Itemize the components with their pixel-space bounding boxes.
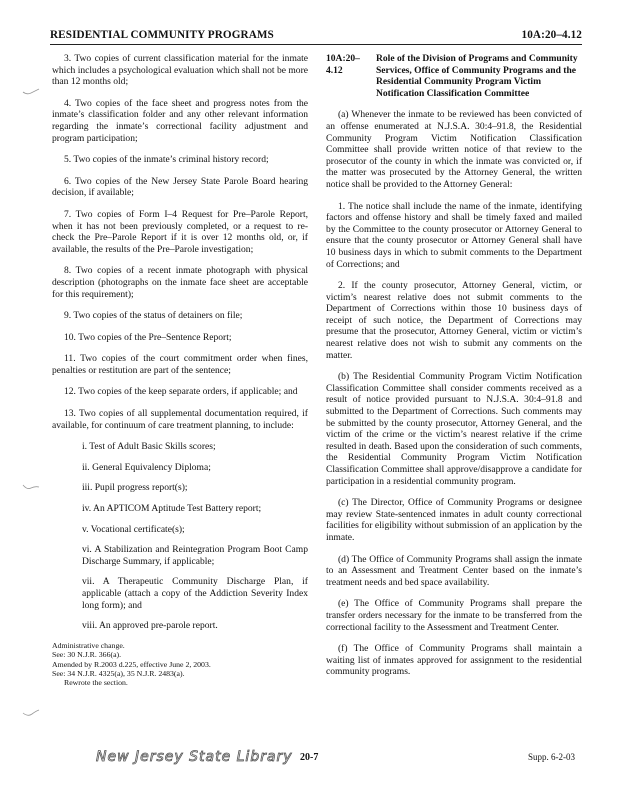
sub-list-item: iii. Pupil progress report(s); [82, 482, 188, 494]
margin-mark-icon [22, 86, 40, 96]
paragraph: (b) The Residential Community Program Victim Notification Classification Committee shall consider comments received as a result of notice provided pursuant to N.J.S.A. 30:4–91.8 and submitted to the Department of Corrections. Such comments may be submitted by the county prosecutor, Attorney General, and the victim of the crime or the victim’s nearest relative if the crime resulted in death. Based upon the consideration of such comments, the Residential Community Program Victim Notification Classification Committee shall approve/disapprove a candidate for participation in a residential community program. [326, 371, 582, 487]
page-footer [0, 749, 618, 769]
history-line: See: 30 N.J.R. 366(a). [52, 650, 122, 660]
list-item: 6. Two copies of the New Jersey State Parole Board hearing decision, if available; [52, 175, 308, 199]
paragraph: (e) The Office of Community Programs shall prepare the transfer orders necessary for the inmate to be transferred from the correctional facility to the Assessment and Treatment Center. [326, 598, 582, 633]
paragraph: (a) Whenever the inmate to be reviewed has been convicted of an offense enumerated at N.J.S.A. 30:4–91.8, the Residential Community Program Victim Notification Classification Committee shall provide written notice of that review to the prosecutor of the county in which the inmate was convicted or, if the matter was prosecuted by the Attorney General, the written notice shall be provided to the Attorney General: [326, 109, 582, 190]
header-title: RESIDENTIAL COMMUNITY PROGRAMS [50, 29, 274, 41]
right-column [326, 53, 582, 688]
paragraph: (d) The Office of Community Programs shall assign the inmate to an Assessment and Treatment Center based on the inmate’s treatment needs and bed space availability. [326, 553, 582, 588]
sub-list-item: i. Test of Adult Basic Skills scores; [82, 441, 216, 453]
header-section-range: 10A:20–4.12 [521, 29, 582, 41]
history-note [52, 641, 308, 688]
sub-list-item: viii. An approved pre-parole report. [82, 620, 218, 632]
sub-list-item: v. Vocational certificate(s); [82, 523, 185, 535]
page-number: 20-7 [300, 752, 319, 763]
sub-list-item: vii. A Therapeutic Community Discharge Plan, if applicable (attach a copy of the Addiction Severity Index long form); and [82, 576, 308, 611]
list-item: 9. Two copies of the status of detainers on file; [64, 310, 243, 322]
history-line: See: 34 N.J.R. 4325(a), 35 N.J.R. 2483(a). [52, 669, 185, 678]
paragraph: 2. If the county prosecutor, Attorney General, victim, or victim’s nearest relative does not submit comments to the Department of Corrections within those 10 business days of receipt of such notice, the Department of Corrections may presume that the prosecutor, Attorney General, victim or victim’s nearest relative does not wish to submit any comments on the matter. [326, 280, 582, 361]
sub-list-item: ii. General Equivalency Diploma; [82, 461, 211, 473]
supplement-date: Supp. 6-2-03 [528, 752, 575, 762]
library-watermark: New Jersey State Library [96, 749, 293, 765]
history-line: Administrative change. [52, 640, 125, 650]
running-header [50, 29, 582, 41]
sub-list-item: iv. An APTICOM Aptitude Test Battery report; [82, 503, 262, 515]
section-number: 10A:20–4.12 [326, 53, 360, 76]
margin-mark-icon [22, 482, 40, 492]
list-item: 8. Two copies of a recent inmate photograph with physical description (photographs on the inmate face sheet are acceptable for this requirement); [52, 265, 308, 300]
list-item: 10. Two copies of the Pre–Sentence Report; [64, 331, 232, 343]
margin-mark-icon [22, 708, 40, 718]
list-item: 11. Two copies of the court commitment order when fines, penalties or restitution are part of the sentence; [52, 353, 308, 376]
history-line: Amended by R.2003 d.225, effective June 2, 2003. [52, 659, 211, 669]
list-item: 12. Two copies of the keep separate orders, if applicable; and [64, 386, 298, 398]
left-column [52, 53, 308, 688]
paragraph: (f) The Office of Community Programs shall maintain a waiting list of inmates approved for assignment to the residential community programs. [326, 643, 582, 678]
sub-list-item: vi. A Stabilization and Reintegration Program Boot Camp Discharge Summary, if applicable; [82, 544, 308, 567]
paragraph: 1. The notice shall include the name of the inmate, identifying factors and offense history and shall be timely faxed and mailed by the Committee to the county prosecutor or Attorney General to ensure that the county prosecutor or Attorney General shall have 10 business days in which to submit comments to the Department of Corrections; and [326, 200, 582, 270]
paragraph: (c) The Director, Office of Community Programs or designee may review State-sentenced inmates in adult county correctional facilities for eligibility without submission of an application by the inmate. [326, 497, 582, 543]
section-title: Role of the Division of Programs and Community Services, Office of Community Programs and the Residential Community Program Victim Notification Classification Committee [376, 53, 578, 99]
list-item: 5. Two copies of the inmate’s criminal history record; [64, 154, 269, 166]
list-item: 3. Two copies of current classification material for the inmate which includes a psychological evaluation which shall not be more than 12 months old; [52, 53, 308, 88]
section-heading [326, 53, 582, 99]
history-line: Rewrote the section. [64, 678, 128, 688]
list-item: 13. Two copies of all supplemental documentation required, if available, for continuum of care treatment planning, to include: [52, 408, 308, 431]
list-item: 4. Two copies of the face sheet and progress notes from the inmate’s classification folder and any other relevant information regarding the inmate’s correctional facility adjustment and program participation; [52, 97, 308, 144]
header-rule [50, 44, 582, 45]
list-item: 7. Two copies of Form I–4 Request for Pre–Parole Report, when it has not been previously completed, or a request to re-check the Pre–Parole Report if it is over 12 months old, or, if available, the results of the Pre–Parole investigation; [52, 208, 308, 255]
